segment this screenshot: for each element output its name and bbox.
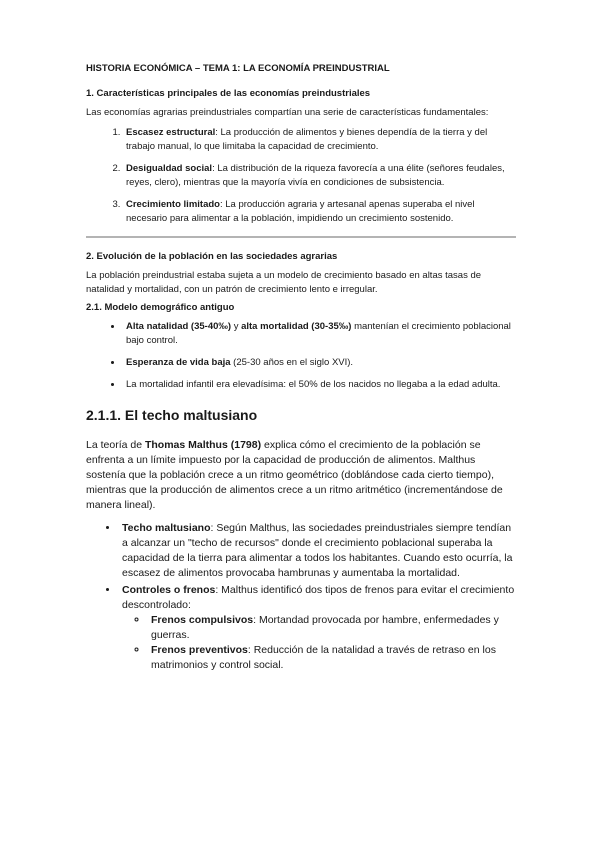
- item-term: Crecimiento limitado: [126, 199, 220, 210]
- list-item: [123, 378, 516, 392]
- list-item: [123, 356, 516, 370]
- item-term: Techo maltusiano: [122, 522, 211, 534]
- intro-pre: La teoría de: [86, 439, 145, 451]
- item-text: : La producción agraria y artesanal apenas superaba el nivel necesario para alimentar a la población, impidiendo un crecimiento sostenido.: [126, 199, 475, 224]
- list-item: [123, 126, 516, 154]
- item-text: : Según Malthus, las sociedades preindustriales siempre tendían a alcanzar un "techo de recursos" donde el crecimiento poblacional superaba la capacidad de la tierra para alimentar a todos los habitantes. Cuando esto ocurría, la escasez de alimentos provocaba hambrunas y aumentaba la mortalidad.: [122, 522, 513, 579]
- item-text: : La producción de alimentos y bienes dependía de la tierra y del trabajo manual, lo que limitaba la capacidad de crecimiento.: [126, 127, 488, 152]
- document-page: [86, 62, 516, 675]
- section-1-intro: Las economías agrarias preindustriales compartían una serie de características fundamentales:: [86, 107, 489, 118]
- item-term: Alta natalidad (35-40‰): [126, 321, 232, 332]
- demographic-model-list: [86, 320, 516, 392]
- characteristics-list: [86, 126, 516, 226]
- brakes-sublist: [122, 613, 516, 673]
- document-title: HISTORIA ECONÓMICA – TEMA 1: LA ECONOMÍA PREINDUSTRIAL: [86, 63, 390, 74]
- section-2-1-1-heading: 2.1.1. El techo maltusiano: [86, 407, 258, 423]
- item-text: : Mortandad provocada por hambre, enfermedades y guerras.: [151, 614, 499, 641]
- item-term: Frenos compulsivos: [151, 614, 254, 626]
- section-2-intro: La población preindustrial estaba sujeta a un modelo de crecimiento basado en altas tasas de natalidad y mortalidad, con un patrón de crecimiento lento e irregular.: [86, 270, 482, 295]
- section-2-1-heading: 2.1. Modelo demográfico antiguo: [86, 302, 235, 313]
- item-text: : Malthus identificó dos tipos de frenos para evitar el crecimiento descontrolado:: [122, 584, 515, 611]
- item-text: La mortalidad infantil era elevadísima: el 50% de los nacidos no llegaba a la edad adulta.: [126, 379, 501, 390]
- item-term: Frenos preventivos: [151, 644, 248, 656]
- item-text: : Reducción de la natalidad a través de retraso en los matrimonios y control social.: [151, 644, 496, 671]
- item-text: : La distribución de la riqueza favorecía a una élite (señores feudales, reyes, clero), mientras que la mayoría vivía en condiciones de subsistencia.: [126, 163, 505, 188]
- item-connector: y: [231, 321, 242, 332]
- section-1-heading: 1. Características principales de las economías preindustriales: [86, 88, 371, 99]
- section-2-1-1-intro: [86, 438, 516, 513]
- intro-term: Thomas Malthus (1798): [144, 439, 262, 451]
- list-item: [119, 583, 516, 673]
- section-2-heading: 2. Evolución de la población en las sociedades agrarias: [86, 251, 338, 262]
- intro-post: explica cómo el crecimiento de la población se enfrenta a un límite impuesto por la capacidad de producción de alimentos. Malthus sostenía que la población crece a un ritmo geométrico (doblándose cada cierto tiempo), mientras que la producción de alimentos crece a un ritmo aritmético (incrementándose de manera lineal).: [86, 439, 503, 511]
- item-term: Desigualdad social: [126, 163, 213, 174]
- sub-list-item: [148, 643, 516, 673]
- item-term: Escasez estructural: [126, 127, 216, 138]
- item-term-2: alta mortalidad (30-35‰): [241, 321, 352, 332]
- list-item: [123, 320, 516, 348]
- list-item: [119, 521, 516, 581]
- item-text: mantenían el crecimiento poblacional bajo control.: [126, 321, 511, 346]
- item-text: (25-30 años en el siglo XVI).: [230, 357, 354, 368]
- item-term: Esperanza de vida baja: [126, 357, 231, 368]
- list-item: [123, 162, 516, 190]
- list-item: [123, 198, 516, 226]
- item-term: Controles o frenos: [122, 584, 216, 596]
- horizontal-divider: [86, 236, 516, 238]
- sub-list-item: [148, 613, 516, 643]
- malthus-list: [86, 521, 516, 673]
